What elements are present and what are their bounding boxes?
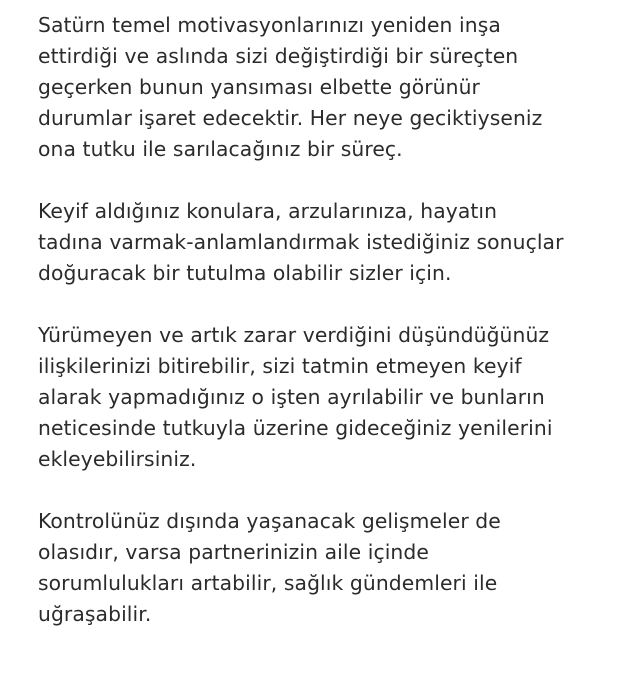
paragraph-2 [38, 196, 618, 289]
paragraph-4 [38, 506, 618, 630]
text-line: neticesinde tutkuyla üzerine gideceğiniz yenilerini [38, 416, 553, 440]
text-line: tadına varmak-anlamlandırmak istediğiniz sonuçlar [38, 230, 564, 254]
article-body [38, 10, 618, 661]
text-line: Satürn temel motivasyonlarınızı yeniden inşa [38, 13, 501, 37]
text-line: Yürümeyen ve artık zarar verdiğini düşündüğünüz [38, 323, 550, 347]
text-line: Keyif aldığınız konulara, arzularınıza, hayatın [38, 199, 498, 223]
paragraph-1 [38, 10, 618, 165]
text-line: ekleyebilirsiniz. [38, 447, 197, 471]
paragraph-3 [38, 320, 618, 475]
text-line: geçerken bunun yansıması elbette görünür [38, 75, 480, 99]
text-line: Kontrolünüz dışında yaşanacak gelişmeler de [38, 509, 501, 533]
text-line: durumlar işaret edecektir. Her neye geciktiyseniz [38, 106, 543, 130]
text-line: olasıdır, varsa partnerinizin aile içinde [38, 540, 429, 564]
text-line: ilişkilerinizi bitirebilir, sizi tatmin etmeyen keyif [38, 354, 522, 378]
text-line: doğuracak bir tutulma olabilir sizler için. [38, 261, 452, 285]
text-line: uğraşabilir. [38, 602, 152, 626]
text-line: ettirdiği ve aslında sizi değiştirdiği bir süreçten [38, 44, 519, 68]
text-line: alarak yapmadığınız o işten ayrılabilir ve bunların [38, 385, 545, 409]
text-line: sorumlulukları artabilir, sağlık gündemleri ile [38, 571, 498, 595]
text-line: ona tutku ile sarılacağınız bir süreç. [38, 137, 403, 161]
